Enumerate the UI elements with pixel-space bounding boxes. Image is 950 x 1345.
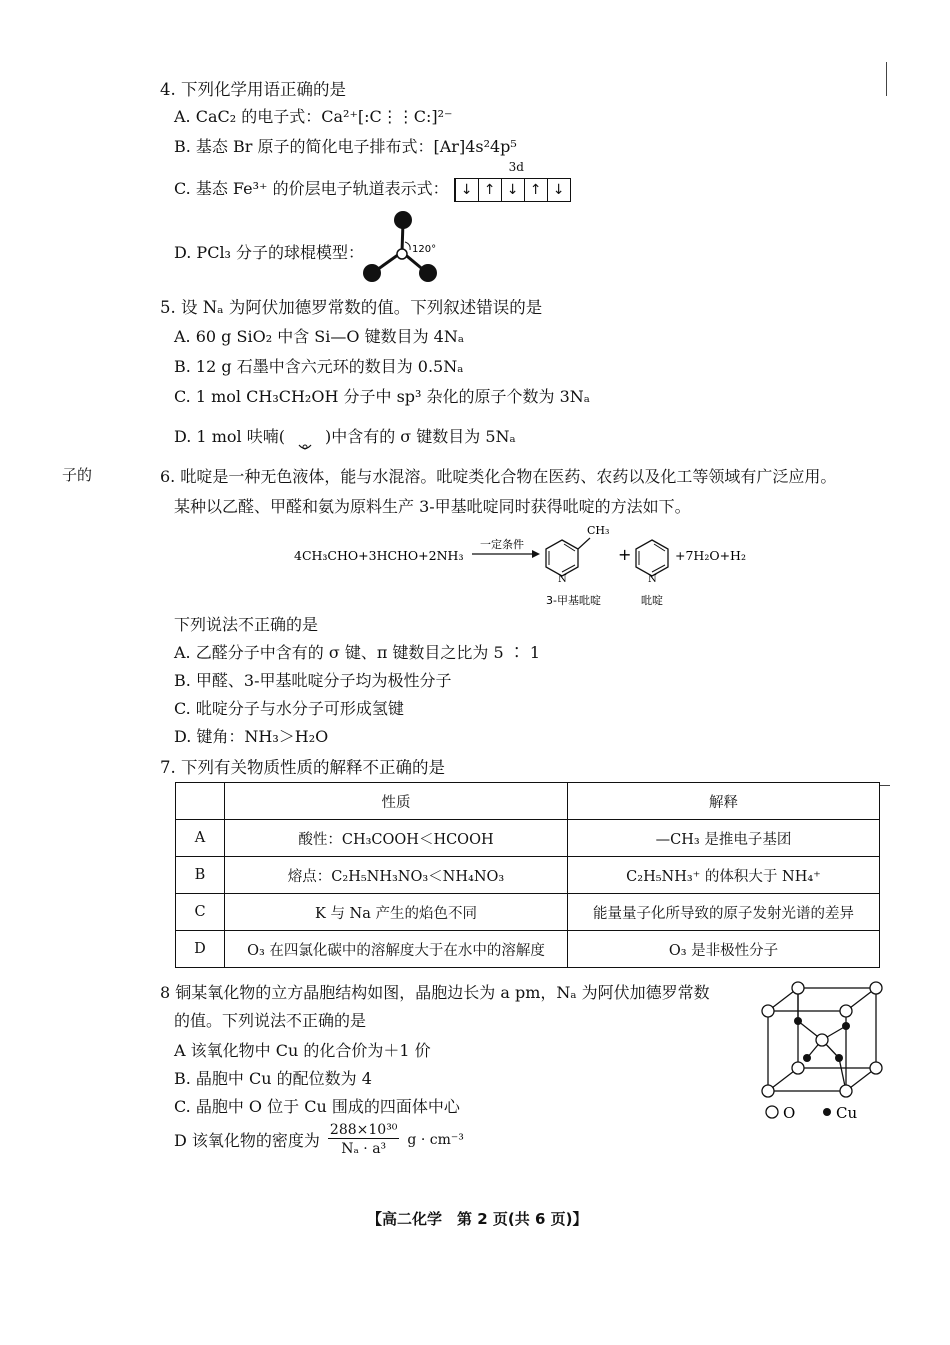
q8-stem-line1: 8 铜某氧化物的立方晶胞结构如图，晶胞边长为 a pm，Nₐ 为阿伏加德罗常数 [160,983,710,1002]
q8-option-b: B. 晶胞中 Cu 的配位数为 4 [174,1069,372,1088]
legend-oxygen: O [783,1104,796,1122]
table-cell: K 与 Na 产生的焰色不同 [225,894,568,931]
q4-option-a: A. CaC₂ 的电子式：Ca²⁺[:C⋮⋮C:]²⁻ [174,107,453,126]
legend-copper: Cu [836,1104,858,1122]
q6-stem-line2: 某种以乙醛、甲醛和氨为原料生产 3-甲基吡啶同时获得吡啶的方法如下。 [174,497,691,516]
furan-structure [285,427,325,449]
methyl-group: CH₃ [587,524,610,537]
q5-option-d [174,424,516,449]
orbital-label: 3d [508,159,524,174]
q4-option-d: D. PCl₃ 分子的球棍模型： [174,243,365,262]
q8-option-d [174,1122,464,1157]
fraction-denominator: Nₐ · a³ [341,1141,387,1157]
q8-option-d-pre: D 该氧化物的密度为 [174,1131,320,1150]
table-cell: —CH₃ 是推电子基团 [568,820,880,857]
table-cell: B [176,857,225,894]
q5-option-d-post: )中含有的 σ 键数目为 5Nₐ [324,427,516,446]
orbital-cell: ↓ [547,179,570,201]
q5-option-c: C. 1 mol CH₃CH₂OH 分子中 sp³ 杂化的原子个数为 3Nₐ [174,387,590,406]
table-header-cell [176,783,225,820]
plus-sign: + [618,545,632,564]
table-header-cell: 性质 [225,783,568,820]
q6-option-c: C. 吡啶分子与水分子可形成氢键 [174,699,404,718]
q8-option-c: C. 晶胞中 O 位于 Cu 围成的四面体中心 [174,1097,460,1116]
bond-angle-label: 120° [412,244,437,255]
label-3-methylpyridine: 3-甲基吡啶 [546,594,601,607]
table-row [176,820,880,857]
scan-mark [880,785,890,786]
label-pyridine: 吡啶 [641,594,663,607]
table-cell: C [176,894,225,931]
table-cell: 能量量子化所导致的原子发射光谱的差异 [568,894,880,931]
q5-option-b: B. 12 g 石墨中含六元环的数目为 0.5Nₐ [174,357,464,376]
q7-stem: 7. 下列有关物质性质的解释不正确的是 [160,758,445,777]
q8-stem-line2: 的值。下列说法不正确的是 [174,1011,367,1030]
table-cell: O₃ 是非极性分子 [568,931,880,968]
q5-stem: 5. 设 Nₐ 为阿伏加德罗常数的值。下列叙述错误的是 [160,298,543,317]
table-cell: A [176,820,225,857]
reactants: 4CH₃CHO+3HCHO+2NH₃ [294,548,464,563]
q4-option-c [174,159,571,202]
q5-option-d-pre: D. 1 mol 呋喃( [174,427,285,446]
q6-stem-line1: 6. 吡啶是一种无色液体，能与水混溶。吡啶类化合物在医药、农药以及化工等领域有广泛应用。 [160,467,837,486]
q4-option-b: B. 基态 Br 原子的简化电子排布式：[Ar]4s²4p⁵ [174,137,517,156]
density-unit: g · cm⁻³ [407,1131,464,1148]
table-row [176,894,880,931]
q4-option-c-text: C. 基态 Fe³⁺ 的价层电子轨道表示式： [174,179,449,198]
table-row [176,857,880,894]
pyridine-nitrogen: N [648,574,657,585]
table-cell: 酸性：CH₃COOH＜HCOOH [225,820,568,857]
q7-table [175,782,880,968]
margin-note: 子的 [62,466,93,484]
reaction-condition: 一定条件 [480,538,524,551]
orbital-cell: ↑ [478,179,501,201]
orbital-cell: ↓ [501,179,524,201]
page-footer: 【高二化学 第 2 页(共 6 页)】 [367,1210,588,1228]
orbital-cell: ↑ [524,179,547,201]
table-cell: C₂H₅NH₃⁺ 的体积大于 NH₄⁺ [568,857,880,894]
q6-option-b: B. 甲醛、3-甲基吡啶分子均为极性分子 [174,671,452,690]
table-row [176,931,880,968]
scan-mark [886,62,887,96]
table-header-cell: 解释 [568,783,880,820]
table-cell: D [176,931,225,968]
density-fraction [328,1122,400,1157]
pcl3-ball-stick-model [358,210,458,288]
q6-ask: 下列说法不正确的是 [174,615,319,634]
orbital-diagram [454,159,571,202]
table-cell: 熔点：C₂H₅NH₃NO₃＜NH₄NO₃ [225,857,568,894]
reaction-scheme [290,520,770,610]
table-cell: O₃ 在四氯化碳中的溶解度大于在水中的溶解度 [225,931,568,968]
q8-option-a: A 该氧化物中 Cu 的化合价为＋1 价 [174,1041,431,1060]
products-tail: +7H₂O+H₂ [675,548,746,563]
orbital-cell: ↓ [455,179,478,201]
q5-option-a: A. 60 g SiO₂ 中含 Si—O 键数目为 4Nₐ [174,327,465,346]
q6-option-a: A. 乙醛分子中含有的 σ 键、π 键数目之比为 5 ∶ 1 [174,643,541,662]
table-header-row [176,783,880,820]
pyridine-nitrogen: N [558,574,567,585]
q6-option-d: D. 键角：NH₃＞H₂O [174,727,329,746]
fraction-numerator: 288×10³⁰ [329,1122,398,1138]
q4-stem: 4. 下列化学用语正确的是 [160,80,346,99]
copper-oxide-unit-cell [755,976,885,1126]
